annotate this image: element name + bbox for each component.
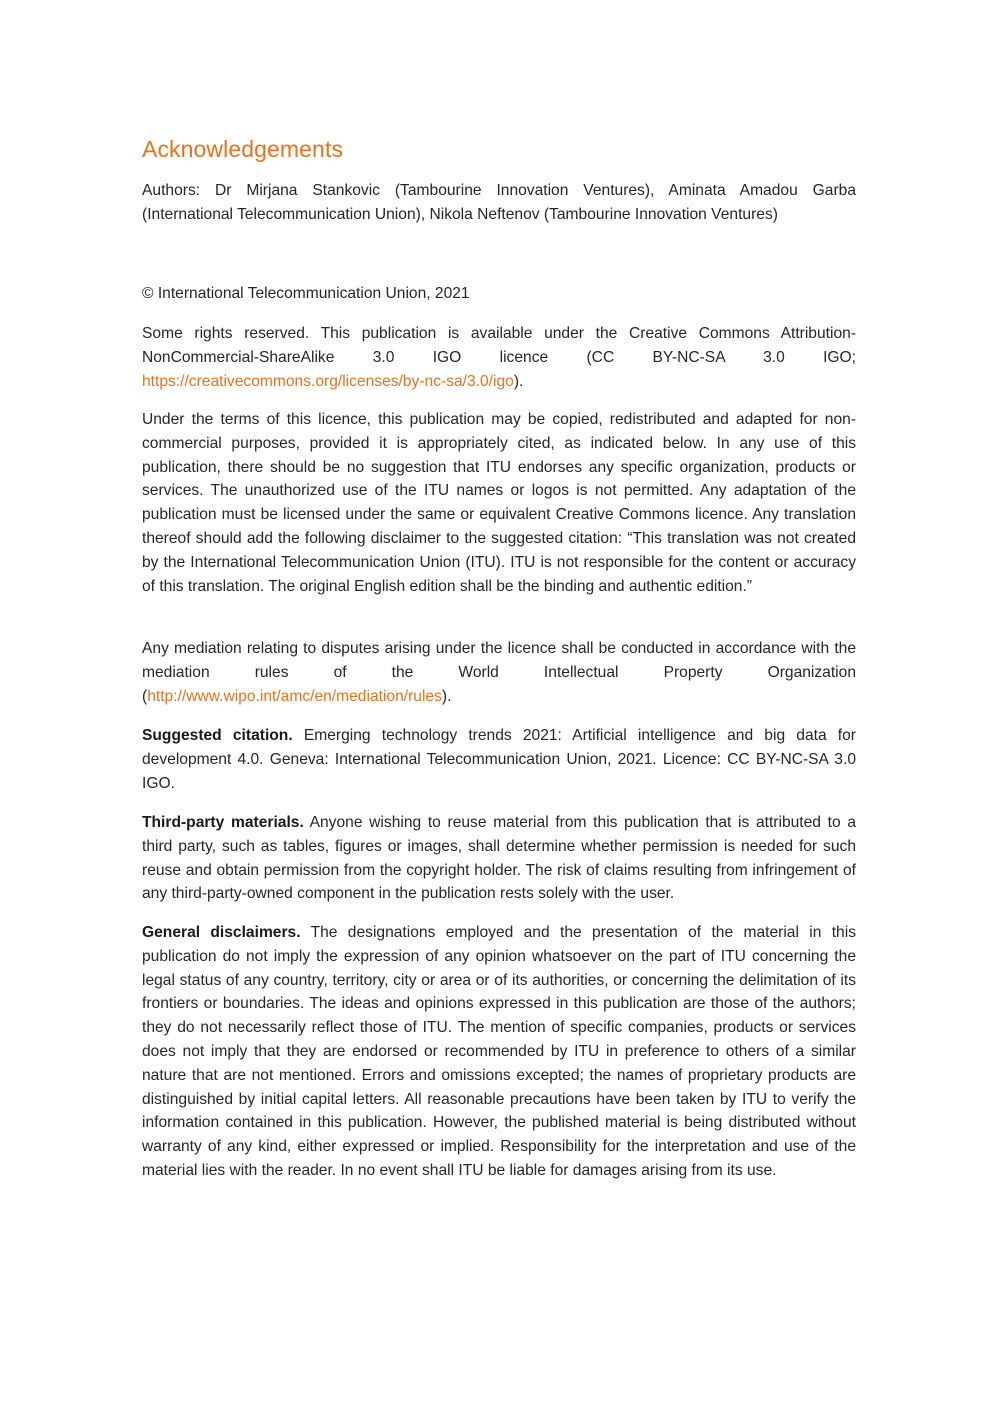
third-party-paragraph <box>142 811 856 906</box>
mediation-paragraph <box>142 637 856 708</box>
mediation-text: Any mediation relating to disputes arising under the licence shall be conducted in accordance with the mediation rules of the World Intellectual Property Organization ( <box>142 640 856 705</box>
rights-text: Some rights reserved. This publication is available under the Creative Commons Attribution-NonCommercial-ShareAlike 3.0 IGO licence (CC BY-NC-SA 3.0 IGO; <box>142 325 856 366</box>
copyright-notice: © International Telecommunication Union, 2021 <box>142 285 470 302</box>
third-party-text: Anyone wishing to reuse material from this publication that is attributed to a third party, such as tables, figures or images, shall determine whether permission is needed for such reuse and obtain permission from the copyright holder. The risk of claims resulting from infringement of any third-party-owned component in the publication rests solely with the user. <box>142 814 856 903</box>
licence-terms-paragraph: Under the terms of this licence, this publication may be copied, redistributed and adapted for non-commercial purposes, provided it is appropriately cited, as indicated below. In any use of this publication, there should be no suggestion that ITU endorses any specific organization, products or services. The unauthorized use of the ITU names or logos is not permitted. Any adaptation of the publication must be licensed under the same or equivalent Creative Commons licence. Any translation thereof should add the following disclaimer to the suggested citation: “This translation was not created by the International Telecommunication Union (ITU). ITU is not responsible for the content or accuracy of this translation. The original English edition shall be the binding and authentic edition.” <box>142 411 856 595</box>
creative-commons-link[interactable]: https://creativecommons.org/licenses/by-nc-sa/3.0/igo <box>142 372 514 390</box>
authors-paragraph: Authors: Dr Mirjana Stankovic (Tambourine Innovation Ventures), Aminata Amadou Garba (International Telecommunication Union), Nikola Neftenov (Tambourine Innovation Ventures) <box>142 182 856 223</box>
page-title: Acknowledgements <box>142 136 344 162</box>
wipo-mediation-link[interactable]: http://www.wipo.int/amc/en/mediation/rules <box>147 687 442 705</box>
third-party-heading: Third-party materials. <box>142 814 304 831</box>
mediation-text-end: ). <box>441 687 452 705</box>
suggested-citation-heading: Suggested citation. <box>142 727 293 744</box>
suggested-citation-text: Emerging technology trends 2021: Artificial intelligence and big data for development 4.0. Geneva: International Telecommunication Union, 2021. Licence: CC BY-NC-SA 3.0 IGO. <box>142 727 856 792</box>
general-disclaimers-text: The designations employed and the presentation of the material in this publication do not imply the expression of any opinion whatsoever on the part of ITU concerning the legal status of any country, territory, city or area or of its authorities, or concerning the delimitation of its frontiers or boundaries. The ideas and opinions expressed in this publication are those of the authors; they do not necessarily reflect those of ITU. The mention of specific companies, products or services does not imply that they are endorsed or recommended by ITU in preference to others of a similar nature that are not mentioned. Errors and omissions excepted; the names of proprietary products are distinguished by initial capital letters. All reasonable precautions have been taken by ITU to verify the information contained in this publication. However, the published material is being distributed without warranty of any kind, either expressed or implied. Responsibility for the interpretation and use of the material lies with the reader. In no event shall ITU be liable for damages arising from its use. <box>142 924 856 1179</box>
general-disclaimers-heading: General disclaimers. <box>142 924 301 941</box>
rights-text-end: ). <box>513 372 524 390</box>
rights-paragraph <box>142 322 856 393</box>
general-disclaimers-paragraph <box>142 921 856 1183</box>
suggested-citation-paragraph <box>142 724 856 795</box>
